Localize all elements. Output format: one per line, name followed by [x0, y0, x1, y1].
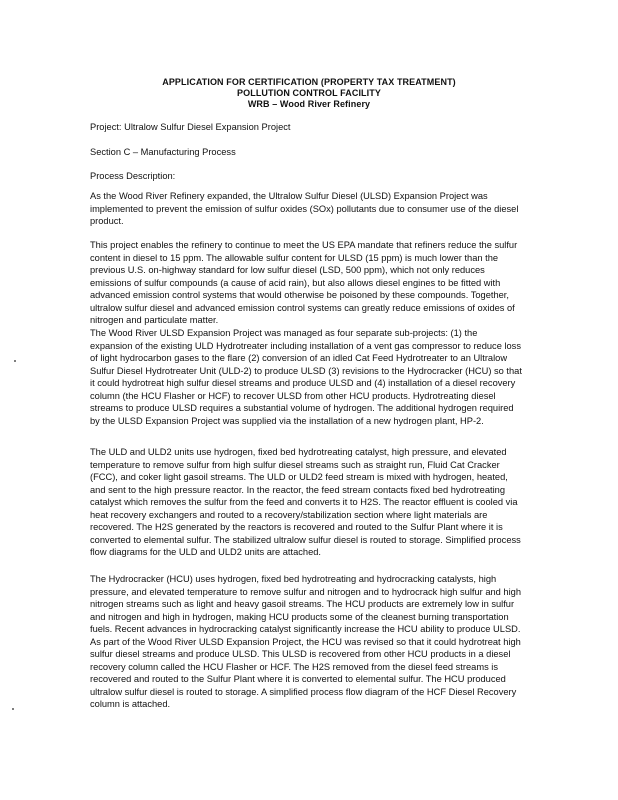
process-description-heading: Process Description:: [90, 171, 176, 181]
paragraph-intro: As the Wood River Refinery expanded, the Ultralow Sulfur Diesel (ULSD) Expansion Project was implemented to prevent the emission of sulfur oxides (SOx) pollutants due to consumer use of the diesel product.: [90, 191, 519, 226]
paragraph-sub-projects: The Wood River ULSD Expansion Project was managed as four separate sub-projects: (1) the expansion of the existing ULD Hydrotreater including installation of a vent gas compressor to reduce loss of light hydrocarbon gases to the flare (2) conversion of an idled Cat Feed Hydrotreater to an Ultralow Sulfur Diesel Hydrotreater Unit (ULD-2) to produce ULSD (3) revisions to the Hydrocracker (HCU) so that it could hydrotreat high sulfur diesel streams and produce ULSD and (4) installation of a diesel recovery column (the HCU Flasher or HCF) to recover ULSD from other HCU products. Hydrotreating diesel streams to produce ULSD requires a substantial volume of hydrogen. The additional hydrogen required by the ULSD Expansion Project was supplied via the installation of a new hydrogen plant, HP-2.: [90, 328, 522, 426]
paragraph-uld-units: The ULD and ULD2 units use hydrogen, fixed bed hydrotreating catalyst, high pressure, and elevated temperature to remove sulfur from high sulfur diesel streams such as straight run, Fluid Cat Cracker (FCC), and coker light gasoil streams. The ULD or ULD2 feed stream is mixed with hydrogen, heated, and sent to the high pressure reactor. In the reactor, the feed stream contacts fixed bed hydrotreating catalyst which removes the sulfur from the feed and converts it to H2S. The reactor effluent is cooled via heat recovery exchangers and routed to a recovery/stabilization section where light materials are recovered. The H2S generated by the reactors is recovered and routed to the Sulfur Plant where it is converted to elemental sulfur. The stabilized ultralow sulfur diesel is routed to storage. Simplified process flow diagrams for the ULD and ULD2 units are attached.: [90, 447, 521, 557]
paragraph-hydrocracker: The Hydrocracker (HCU) uses hydrogen, fixed bed hydrotreating and hydrocracking catalysts, high pressure, and elevated temperature to remove sulfur and nitrogen and to hydrocrack high sulfur and high nitrogen streams such as light and heavy gasoil streams. The HCU products are extremely low in sulfur and nitrogen and high in hydrogen, making HCU products some of the cleanest burning transportation fuels. Recent advances in hydrocracking catalyst significantly increase the HCU ability to produce ULSD. As part of the Wood River ULSD Expansion Project, the HCU was revised so that it could hydrotreat high sulfur diesel streams and produce ULSD. This ULSD is recovered from other HCU products in a diesel recovery column called the HCU Flasher or HCF. The H2S removed from the diesel feed streams is recovered and routed to the Sulfur Plant where it is converted to elemental sulfur. The HCU produced ultralow sulfur diesel is routed to storage. A simplified process flow diagram of the HCF Diesel Recovery column is attached.: [90, 574, 522, 709]
document-title-line-2: POLLUTION CONTROL FACILITY: [237, 88, 381, 98]
scan-speck: [14, 360, 16, 362]
project-line: Project: Ultralow Sulfur Diesel Expansion Project: [90, 122, 291, 132]
paragraph-epa-mandate: This project enables the refinery to continue to meet the US EPA mandate that refiners reduce the sulfur content in diesel to 15 ppm. The allowable sulfur content for ULSD (15 ppm) is much lower than the previous U.S. on-highway standard for low sulfur diesel (LSD, 500 ppm), which not only reduces emissions of sulfur compounds (a cause of acid rain), but also allows diesel engines to be fitted with advanced emission control systems that would otherwise be poisoned by these compounds. Together, ultralow sulfur diesel and advanced emission control systems can greatly reduce emissions of oxides of nitrogen and particulate matter.: [90, 240, 518, 325]
document-title-line-3: WRB – Wood River Refinery: [247, 99, 371, 109]
scan-speck: [12, 708, 14, 710]
section-line: Section C – Manufacturing Process: [90, 147, 236, 157]
document-title-line-1: APPLICATION FOR CERTIFICATION (PROPERTY TAX TREATMENT): [162, 77, 456, 87]
